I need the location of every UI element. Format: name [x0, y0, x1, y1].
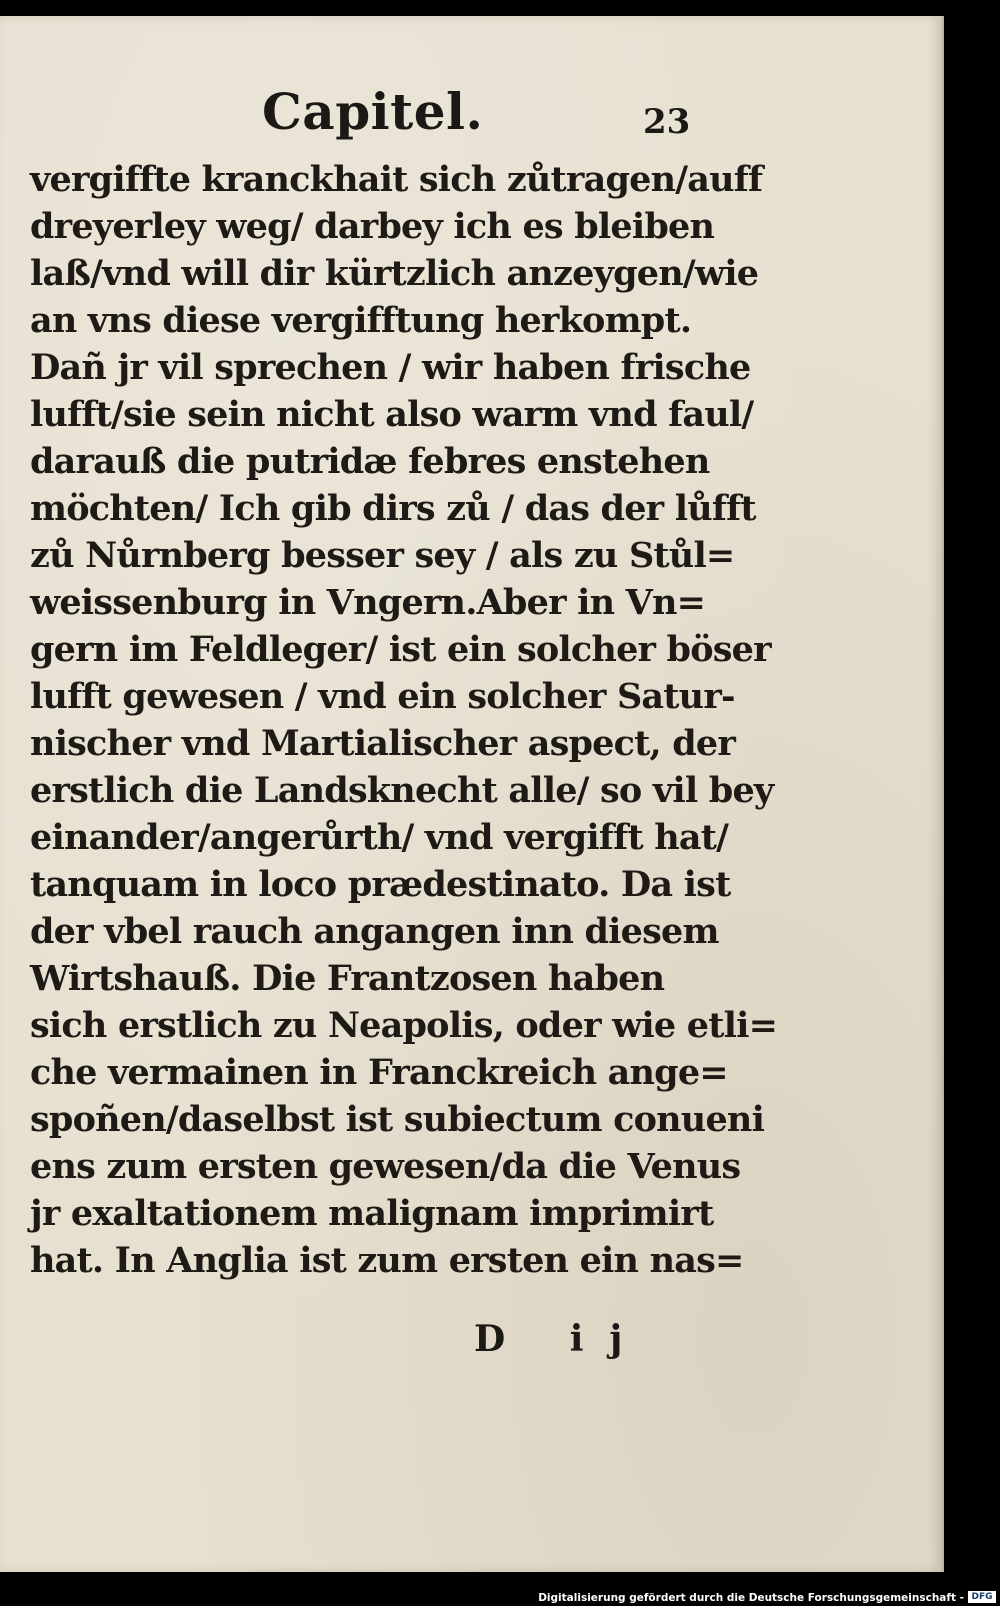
text-line: einander/angerůrth/ vnd vergifft hat/ — [30, 817, 729, 858]
body-text — [30, 156, 778, 1284]
text-line: laß/vnd will dir kürtzlich anzeygen/wie — [30, 253, 759, 294]
running-header-title: Capitel. — [262, 82, 484, 141]
text-line: tanquam in loco prædestinato. Da ist — [30, 864, 731, 905]
text-line: gern im Feldleger/ ist ein solcher böser — [30, 629, 771, 670]
text-line: erstlich die Landsknecht alle/ so vil bey — [30, 770, 774, 811]
text-line: zů Nůrnberg besser sey / als zu Stůl= — [30, 535, 735, 576]
text-line: an vns diese vergifftung herkompt. — [30, 300, 692, 341]
text-line: dreyerley weg/ darbey ich es bleiben — [30, 206, 715, 247]
text-line: lufft gewesen / vnd ein solcher Satur- — [30, 676, 735, 717]
text-line: möchten/ Ich gib dirs zů / das der lůfft — [30, 488, 756, 529]
text-line: hat. In Anglia ist zum ersten ein nas= — [30, 1240, 744, 1281]
signature-mark: D ij — [474, 1318, 649, 1360]
text-line: jr exaltationem malignam imprimirt — [30, 1193, 714, 1234]
text-line: lufft/sie sein nicht also warm vnd faul/ — [30, 394, 754, 435]
text-line: spoñen/daselbst ist subiectum conueni — [30, 1099, 765, 1140]
text-line: darauß die putridæ febres enstehen — [30, 441, 710, 482]
page-number: 23 — [643, 102, 691, 142]
text-line: vergiffte kranckhait sich zůtragen/auff — [30, 159, 763, 200]
dfg-logo: DFG — [968, 1591, 996, 1603]
text-line: Dañ jr vil sprechen / wir haben frische — [30, 347, 751, 388]
text-line: che vermainen in Franckreich ange= — [30, 1052, 728, 1093]
book-page — [0, 16, 944, 1572]
text-line: der vbel rauch angangen inn diesem — [30, 911, 719, 952]
text-line: sich erstlich zu Neapolis, oder wie etli= — [30, 1005, 778, 1046]
funding-credit: Digitalisierung gefördert durch die Deutsche Forschungsgemeinschaft - — [538, 1592, 964, 1604]
text-line: Wirtshauß. Die Frantzosen haben — [30, 958, 665, 999]
text-line: weissenburg in Vngern.Aber in Vn= — [30, 582, 706, 623]
text-line: ens zum ersten gewesen/da die Venus — [30, 1146, 741, 1187]
text-line: nischer vnd Martialischer aspect, der — [30, 723, 736, 764]
